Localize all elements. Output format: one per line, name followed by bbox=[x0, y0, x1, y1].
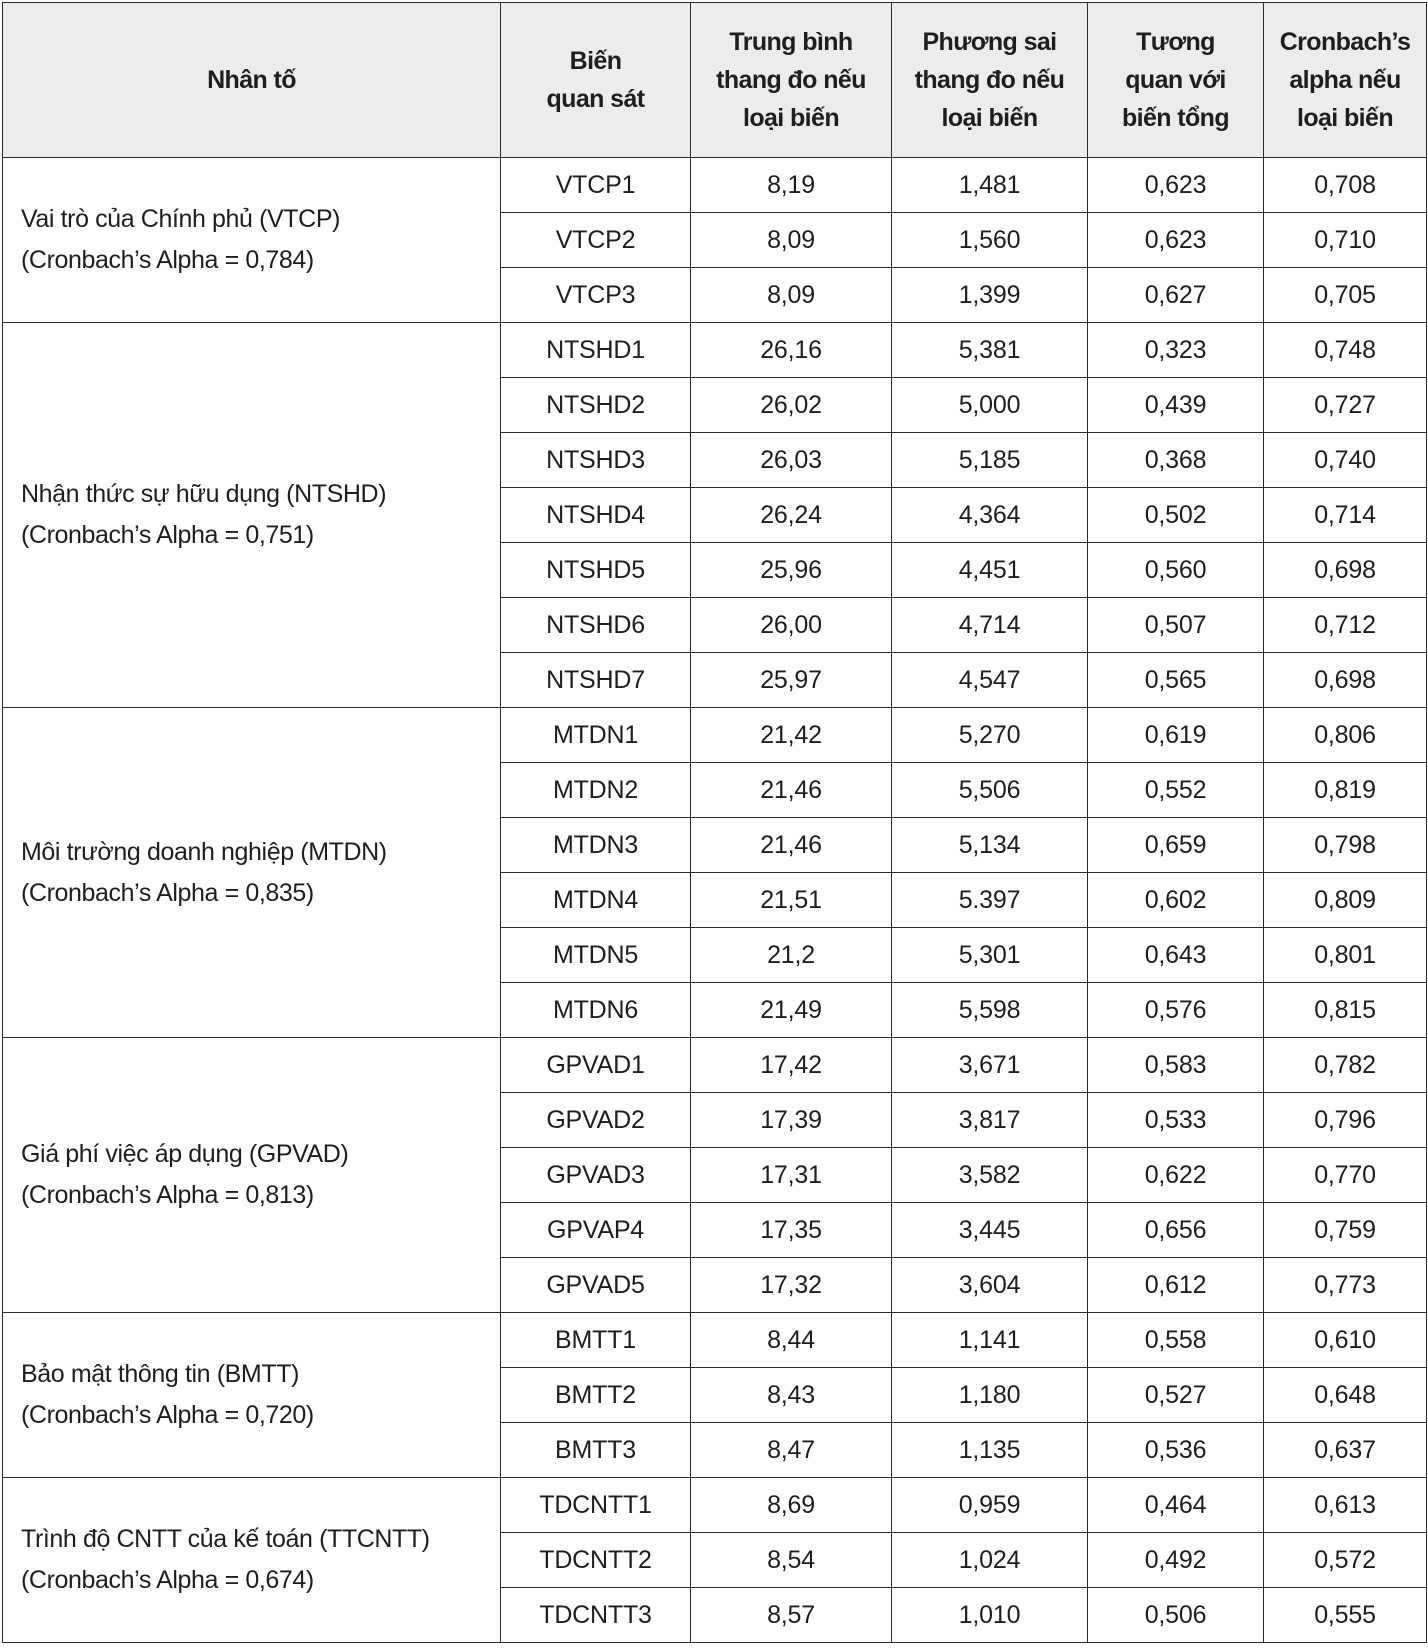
scale-mean-cell: 26,16 bbox=[691, 323, 892, 378]
table-row bbox=[3, 1038, 1427, 1093]
scale-variance-cell: 5,598 bbox=[892, 983, 1088, 1038]
variable-cell: BMTT2 bbox=[501, 1368, 691, 1423]
variable-cell: GPVAD5 bbox=[501, 1258, 691, 1313]
variable-cell: GPVAD3 bbox=[501, 1148, 691, 1203]
correlation-cell: 0,506 bbox=[1088, 1588, 1264, 1643]
scale-variance-cell: 5,301 bbox=[892, 928, 1088, 983]
scale-mean-cell: 8,19 bbox=[691, 158, 892, 213]
scale-variance-cell: 1,560 bbox=[892, 213, 1088, 268]
variable-cell: GPVAD1 bbox=[501, 1038, 691, 1093]
scale-variance-cell: 1,481 bbox=[892, 158, 1088, 213]
table-row bbox=[3, 1478, 1427, 1533]
alpha-cell: 0,809 bbox=[1264, 873, 1427, 928]
alpha-cell: 0,610 bbox=[1264, 1313, 1427, 1368]
scale-mean-cell: 8,47 bbox=[691, 1423, 892, 1478]
scale-variance-cell: 5,185 bbox=[892, 433, 1088, 488]
scale-variance-cell: 1,141 bbox=[892, 1313, 1088, 1368]
alpha-cell: 0,773 bbox=[1264, 1258, 1427, 1313]
variable-cell: NTSHD4 bbox=[501, 488, 691, 543]
variable-cell: GPVAD2 bbox=[501, 1093, 691, 1148]
factor-name: Trình độ CNTT của kế toán (TTCNTT) bbox=[21, 1525, 430, 1553]
correlation-cell: 0,565 bbox=[1088, 653, 1264, 708]
alpha-cell: 0,613 bbox=[1264, 1478, 1427, 1533]
correlation-cell: 0,558 bbox=[1088, 1313, 1264, 1368]
scale-mean-cell: 8,54 bbox=[691, 1533, 892, 1588]
factor-cell bbox=[3, 323, 501, 708]
header-scale-mean-line: thang đo nếu bbox=[716, 66, 866, 94]
scale-mean-cell: 25,97 bbox=[691, 653, 892, 708]
scale-mean-cell: 21,42 bbox=[691, 708, 892, 763]
scale-mean-cell: 21,46 bbox=[691, 763, 892, 818]
correlation-cell: 0,656 bbox=[1088, 1203, 1264, 1258]
table-row bbox=[3, 1313, 1427, 1368]
variable-cell: GPVAP4 bbox=[501, 1203, 691, 1258]
factor-alpha: (Cronbach’s Alpha = 0,835) bbox=[21, 878, 314, 907]
scale-variance-cell: 1,135 bbox=[892, 1423, 1088, 1478]
correlation-cell: 0,507 bbox=[1088, 598, 1264, 653]
scale-variance-cell: 5,000 bbox=[892, 378, 1088, 433]
alpha-cell: 0,714 bbox=[1264, 488, 1427, 543]
correlation-cell: 0,576 bbox=[1088, 983, 1264, 1038]
header-scale-mean-line: Trung bình bbox=[729, 28, 853, 56]
scale-variance-cell: 1,024 bbox=[892, 1533, 1088, 1588]
header-correlation-line: Tương bbox=[1136, 28, 1215, 56]
scale-variance-cell: 3,817 bbox=[892, 1093, 1088, 1148]
table-row bbox=[3, 158, 1427, 213]
alpha-cell: 0,798 bbox=[1264, 818, 1427, 873]
scale-mean-cell: 8,44 bbox=[691, 1313, 892, 1368]
variable-cell: TDCNTT3 bbox=[501, 1588, 691, 1643]
correlation-cell: 0,533 bbox=[1088, 1093, 1264, 1148]
correlation-cell: 0,492 bbox=[1088, 1533, 1264, 1588]
scale-variance-cell: 5,134 bbox=[892, 818, 1088, 873]
scale-variance-cell: 1,180 bbox=[892, 1368, 1088, 1423]
header-correlation-line: biến tổng bbox=[1121, 104, 1230, 132]
scale-mean-cell: 26,03 bbox=[691, 433, 892, 488]
scale-variance-cell: 3,604 bbox=[892, 1258, 1088, 1313]
scale-mean-cell: 21,46 bbox=[691, 818, 892, 873]
alpha-cell: 0,555 bbox=[1264, 1588, 1427, 1643]
scale-mean-cell: 8,43 bbox=[691, 1368, 892, 1423]
alpha-cell: 0,806 bbox=[1264, 708, 1427, 763]
scale-variance-cell: 5,381 bbox=[892, 323, 1088, 378]
variable-cell: MTDN1 bbox=[501, 708, 691, 763]
factor-alpha: (Cronbach’s Alpha = 0,674) bbox=[21, 1566, 314, 1594]
scale-mean-cell: 17,39 bbox=[691, 1093, 892, 1148]
variable-cell: BMTT1 bbox=[501, 1313, 691, 1368]
table-row bbox=[3, 708, 1427, 763]
variable-cell: NTSHD1 bbox=[501, 323, 691, 378]
factor-name: Vai trò của Chính phủ (VTCP) bbox=[21, 205, 341, 233]
scale-mean-cell: 21,49 bbox=[691, 983, 892, 1038]
alpha-cell: 0,712 bbox=[1264, 598, 1427, 653]
alpha-cell: 0,698 bbox=[1264, 653, 1427, 708]
correlation-cell: 0,560 bbox=[1088, 543, 1264, 598]
scale-variance-cell: 3,445 bbox=[892, 1203, 1088, 1258]
correlation-cell: 0,583 bbox=[1088, 1038, 1264, 1093]
factor-cell bbox=[3, 708, 501, 1038]
factor-cell bbox=[3, 158, 501, 323]
correlation-cell: 0,439 bbox=[1088, 378, 1264, 433]
scale-variance-cell: 0,959 bbox=[892, 1478, 1088, 1533]
header-variable-line: Biến bbox=[569, 47, 622, 75]
alpha-cell: 0,698 bbox=[1264, 543, 1427, 598]
scale-mean-cell: 26,02 bbox=[691, 378, 892, 433]
header-alpha-line: loại biến bbox=[1296, 104, 1393, 132]
alpha-cell: 0,759 bbox=[1264, 1203, 1427, 1258]
header-scale-variance-line: Phương sai bbox=[922, 28, 1057, 56]
scale-variance-cell: 5.397 bbox=[892, 873, 1088, 928]
header-scale-mean-line: loại biến bbox=[742, 104, 839, 132]
scale-variance-cell: 4,451 bbox=[892, 543, 1088, 598]
alpha-cell: 0,740 bbox=[1264, 433, 1427, 488]
scale-mean-cell: 8,57 bbox=[691, 1588, 892, 1643]
factor-name: Nhận thức sự hữu dụng (NTSHD) bbox=[21, 480, 387, 508]
header-factor bbox=[3, 3, 501, 158]
correlation-cell: 0,552 bbox=[1088, 763, 1264, 818]
scale-mean-cell: 17,31 bbox=[691, 1148, 892, 1203]
variable-cell: NTSHD7 bbox=[501, 653, 691, 708]
factor-alpha: (Cronbach’s Alpha = 0,784) bbox=[21, 246, 314, 274]
header-factor-line: Nhân tố bbox=[207, 66, 296, 94]
table-body bbox=[3, 158, 1427, 1643]
correlation-cell: 0,323 bbox=[1088, 323, 1264, 378]
correlation-cell: 0,502 bbox=[1088, 488, 1264, 543]
header-scale-variance-line: thang đo nếu bbox=[914, 66, 1065, 94]
correlation-cell: 0,619 bbox=[1088, 708, 1264, 763]
scale-mean-cell: 17,32 bbox=[691, 1258, 892, 1313]
header-scale-variance-line: loại biến bbox=[941, 104, 1038, 132]
factor-alpha: (Cronbach’s Alpha = 0,720) bbox=[21, 1401, 314, 1429]
correlation-cell: 0,622 bbox=[1088, 1148, 1264, 1203]
scale-variance-cell: 3,582 bbox=[892, 1148, 1088, 1203]
header-alpha-line: alpha nếu bbox=[1289, 66, 1401, 94]
correlation-cell: 0,464 bbox=[1088, 1478, 1264, 1533]
alpha-cell: 0,819 bbox=[1264, 763, 1427, 818]
factor-cell bbox=[3, 1038, 501, 1313]
factor-alpha: (Cronbach’s Alpha = 0,813) bbox=[21, 1181, 314, 1209]
scale-variance-cell: 5,506 bbox=[892, 763, 1088, 818]
reliability-table bbox=[2, 2, 1427, 1643]
scale-variance-cell: 3,671 bbox=[892, 1038, 1088, 1093]
alpha-cell: 0,572 bbox=[1264, 1533, 1427, 1588]
scale-mean-cell: 8,69 bbox=[691, 1478, 892, 1533]
variable-cell: TDCNTT1 bbox=[501, 1478, 691, 1533]
correlation-cell: 0,602 bbox=[1088, 873, 1264, 928]
variable-cell: VTCP1 bbox=[501, 158, 691, 213]
scale-variance-cell: 4,547 bbox=[892, 653, 1088, 708]
correlation-cell: 0,368 bbox=[1088, 433, 1264, 488]
scale-mean-cell: 8,09 bbox=[691, 268, 892, 323]
header-row bbox=[3, 3, 1427, 158]
variable-cell: NTSHD3 bbox=[501, 433, 691, 488]
variable-cell: MTDN2 bbox=[501, 763, 691, 818]
variable-cell: MTDN5 bbox=[501, 928, 691, 983]
alpha-cell: 0,727 bbox=[1264, 378, 1427, 433]
factor-name: Bảo mật thông tin (BMTT) bbox=[21, 1360, 299, 1388]
alpha-cell: 0,708 bbox=[1264, 158, 1427, 213]
correlation-cell: 0,527 bbox=[1088, 1368, 1264, 1423]
header-item-total-correlation bbox=[1088, 3, 1264, 158]
scale-variance-cell: 5,270 bbox=[892, 708, 1088, 763]
correlation-cell: 0,627 bbox=[1088, 268, 1264, 323]
variable-cell: VTCP2 bbox=[501, 213, 691, 268]
alpha-cell: 0,801 bbox=[1264, 928, 1427, 983]
alpha-cell: 0,796 bbox=[1264, 1093, 1427, 1148]
correlation-cell: 0,623 bbox=[1088, 158, 1264, 213]
variable-cell: NTSHD5 bbox=[501, 543, 691, 598]
alpha-cell: 0,705 bbox=[1264, 268, 1427, 323]
alpha-cell: 0,782 bbox=[1264, 1038, 1427, 1093]
variable-cell: MTDN4 bbox=[501, 873, 691, 928]
header-variable bbox=[501, 3, 691, 158]
scale-variance-cell: 4,364 bbox=[892, 488, 1088, 543]
header-scale-mean bbox=[691, 3, 892, 158]
scale-mean-cell: 21,2 bbox=[691, 928, 892, 983]
header-correlation-line: quan với bbox=[1125, 66, 1226, 94]
factor-name: Giá phí việc áp dụng (GPVAD) bbox=[21, 1140, 349, 1168]
factor-alpha: (Cronbach’s Alpha = 0,751) bbox=[21, 521, 314, 549]
correlation-cell: 0,623 bbox=[1088, 213, 1264, 268]
scale-mean-cell: 17,42 bbox=[691, 1038, 892, 1093]
variable-cell: MTDN6 bbox=[501, 983, 691, 1038]
scale-mean-cell: 17,35 bbox=[691, 1203, 892, 1258]
variable-cell: VTCP3 bbox=[501, 268, 691, 323]
variable-cell: NTSHD2 bbox=[501, 378, 691, 433]
scale-mean-cell: 25,96 bbox=[691, 543, 892, 598]
alpha-cell: 0,637 bbox=[1264, 1423, 1427, 1478]
correlation-cell: 0,643 bbox=[1088, 928, 1264, 983]
scale-mean-cell: 26,00 bbox=[691, 598, 892, 653]
scale-variance-cell: 4,714 bbox=[892, 598, 1088, 653]
alpha-cell: 0,710 bbox=[1264, 213, 1427, 268]
variable-cell: NTSHD6 bbox=[501, 598, 691, 653]
variable-cell: BMTT3 bbox=[501, 1423, 691, 1478]
header-scale-variance bbox=[892, 3, 1088, 158]
factor-name: Môi trường doanh nghiệp (MTDN) bbox=[21, 837, 387, 866]
header-variable-line: quan sát bbox=[546, 85, 645, 113]
header-alpha-line: Cronbach’s bbox=[1279, 28, 1411, 56]
table-row bbox=[3, 323, 1427, 378]
factor-cell bbox=[3, 1313, 501, 1478]
correlation-cell: 0,659 bbox=[1088, 818, 1264, 873]
scale-mean-cell: 21,51 bbox=[691, 873, 892, 928]
alpha-cell: 0,815 bbox=[1264, 983, 1427, 1038]
variable-cell: TDCNTT2 bbox=[501, 1533, 691, 1588]
scale-mean-cell: 26,24 bbox=[691, 488, 892, 543]
scale-variance-cell: 1,399 bbox=[892, 268, 1088, 323]
correlation-cell: 0,536 bbox=[1088, 1423, 1264, 1478]
factor-cell bbox=[3, 1478, 501, 1643]
scale-variance-cell: 1,010 bbox=[892, 1588, 1088, 1643]
alpha-cell: 0,770 bbox=[1264, 1148, 1427, 1203]
correlation-cell: 0,612 bbox=[1088, 1258, 1264, 1313]
scale-mean-cell: 8,09 bbox=[691, 213, 892, 268]
header-alpha-if-deleted bbox=[1264, 3, 1427, 158]
variable-cell: MTDN3 bbox=[501, 818, 691, 873]
alpha-cell: 0,748 bbox=[1264, 323, 1427, 378]
alpha-cell: 0,648 bbox=[1264, 1368, 1427, 1423]
